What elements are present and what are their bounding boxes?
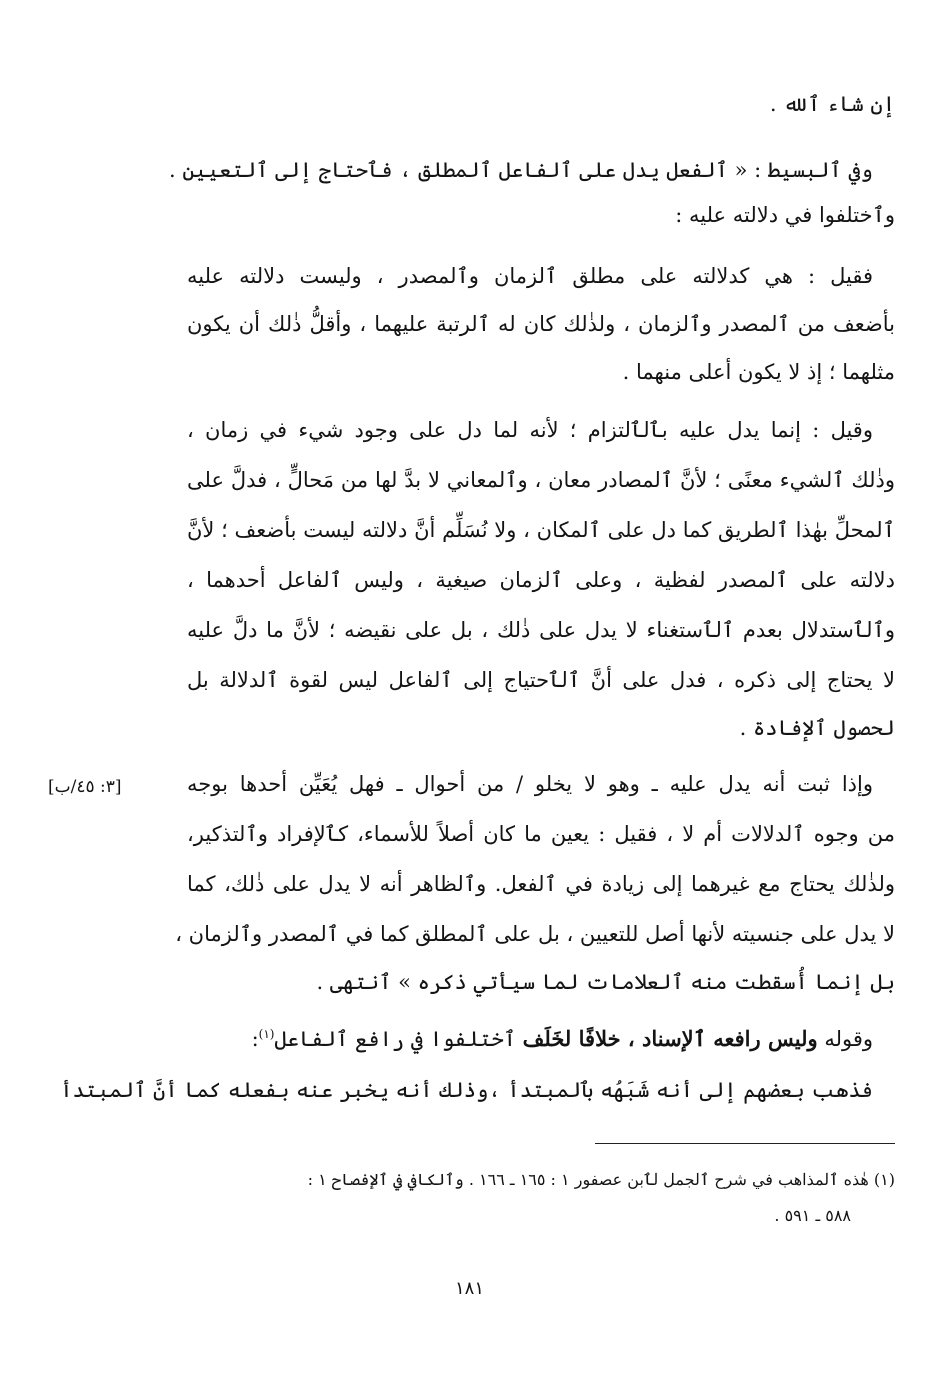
text-line: وفي ٱلبسيط : « ٱلفعل يدل على ٱلفاعل ٱلمطلق ، فٱحتاج إلى ٱلتعيين . [168,158,873,182]
text-line: لحصول ٱلإفادة . [739,716,895,740]
text-line: لا يدل على جنسيته لأنها أصل للتعيين ، بل على ٱلمطلق كما في ٱلمصدر وٱلزمان ، [175,922,895,946]
text-line: وذٰلك ٱلشيء معنًى ؛ لأنَّ ٱلمصادر معان ، وٱلمعاني لا بدَّ لها من مَحالٍّ ، فدلَّ على [187,468,895,492]
text-line: ولذٰلك يحتاج مع غيرهما إلى زيادة في ٱلفعل. وٱلظاهر أنه لا يدل على ذٰلك، كما [187,872,895,896]
text-line: فذهب بعضهم إلى أنه شَبَهُه بٱلمبتدأ ،وذٰلك أنه يخبر عنه بفعله كما أنَّ ٱلمبتدأ [60,1078,873,1102]
footnote-reference[interactable]: (١) [258,1027,275,1041]
text-line: وٱختلفوا في دلالته عليه : [675,203,895,227]
text-line: بل إنما أُسقطت منه ٱلعلامات لما سيأتي ذكره » ٱنتهى . [316,970,895,994]
manuscript-folio-note: [٣: ٤٥/ب] [48,777,122,797]
text-line: إن شاء ٱلله . [769,92,895,116]
quote-suffix: ٱختلفوا في رافع ٱلفاعل [274,1027,516,1051]
text-line: لا يحتاج إلى ذكره ، فدل على أنَّ ٱلٱحتياج إلى ٱلفاعل ليس لقوة ٱلدلالة بل [187,668,895,692]
quoted-matn: وليس رافعه ٱلإسناد ، خلافًا لخَلَف [522,1026,818,1051]
text-line: مثلهما ؛ إذ لا يكون أعلى منهما . [622,360,895,384]
footnote-divider [595,1143,895,1144]
text-line: من وجوه ٱلدلالات أم لا ، فقيل : يعين ما كان أصلاً للأسماء، كٱلإفراد وٱلتذكير، [187,822,895,846]
text-line: وٱلٱستدلال بعدم ٱلٱستغناء لا يدل على ذٰلك ، بل على نقيضه ؛ لأنَّ ما دلَّ عليه [187,618,895,642]
footnote-line: ٥٨٨ ـ ٥٩١ . [774,1206,851,1225]
footnote-line: (١) هٰذه ٱلمذاهب في شرح ٱلجمل لٱبن عصفور ١ : ١٦٥ ـ ١٦٦ . وٱلكافي في ٱلإفصاح ١ : [307,1170,895,1189]
text-line: دلالته على ٱلمصدر لفظية ، وعلى ٱلزمان صيغية ، وليس ٱلفاعل أحدهما ، [187,568,895,592]
quote-prefix: وقوله [824,1027,873,1051]
text-line: وإذا ثبت أنه يدل عليه ـ وهو لا يخلو / من أحوال ـ فهل يُعَيِّن أحدها بوجه [187,772,873,796]
text-line: ٱلمحلِّ بهٰذا ٱلطريق كما دل على ٱلمكان ، ولا نُسَلِّم أنَّ دلالته ليست بأضعف ؛ لأنَّ [187,518,895,542]
text-line: بأضعف من ٱلمصدر وٱلزمان ، ولذٰلك كان له ٱلرتبة عليهما ، وأقلُّ ذٰلك أن يكون [187,312,895,336]
page-number: ١٨١ [454,1278,484,1299]
text-line: وقيل : إنما يدل عليه بٱلٱلتزام ؛ لأنه لما دل على وجود شيء في زمان ، [187,418,873,442]
quote-end: : [251,1027,259,1051]
quote-line [187,1026,895,1051]
text-line: فقيل : هي كدلالته على مطلق ٱلزمان وٱلمصدر ، وليست دلالته عليه [187,264,873,288]
